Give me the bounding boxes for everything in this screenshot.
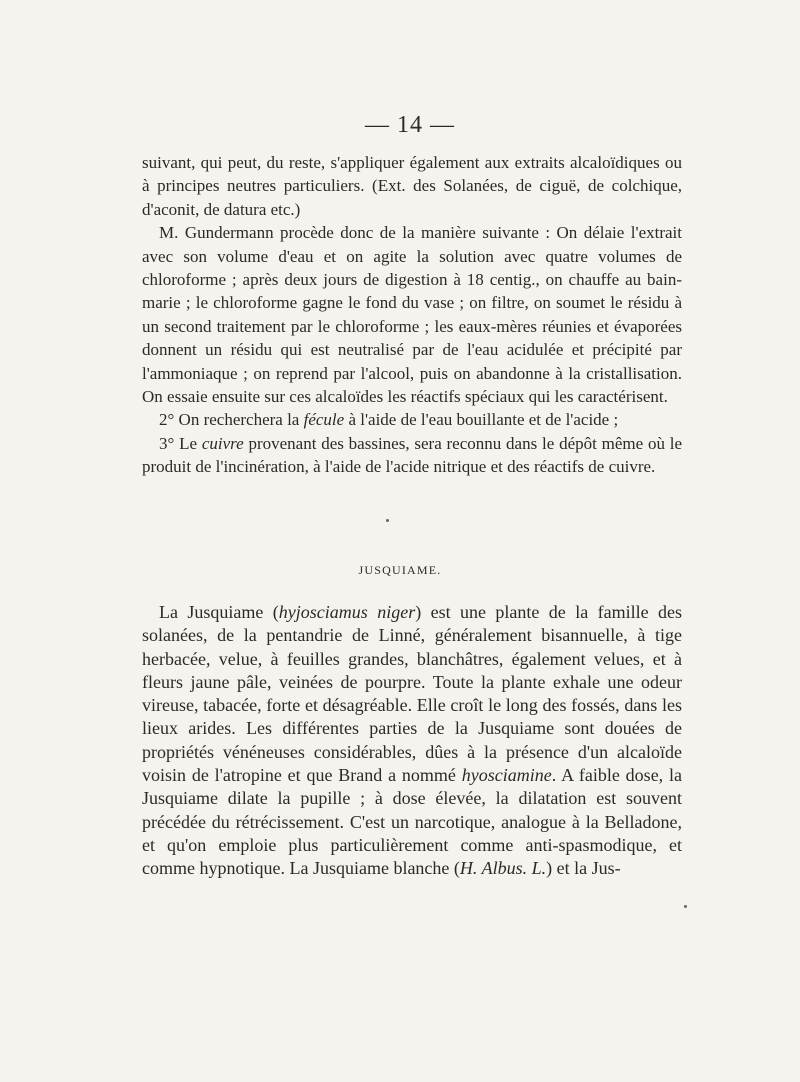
- jusquiame-text-1: La Jusquiame (: [159, 602, 279, 622]
- paper-speck: [684, 905, 687, 908]
- cuivre-prefix: 3° Le: [159, 433, 202, 453]
- paragraph-continuation: suivant, qui peut, du reste, s'appliquer également aux extraits alcaloïdiques ou à principes neutres particuliers. (Ext. des Solanées, de ciguë, de colchique, d'aconit, de datura etc.): [142, 153, 682, 219]
- chemical-analysis-section: [142, 151, 682, 479]
- cuivre-term: cuivre: [201, 433, 244, 453]
- fecule-suffix: à l'aide de l'eau bouillante et de l'acide ;: [344, 410, 619, 430]
- paragraph-cuivre-test: [142, 432, 682, 479]
- cuivre-suffix: provenant des bassines, sera reconnu dans le dépôt même où le produit de l'incinération, à l'aide de l'acide nitrique et des réactifs de cuivre.: [142, 433, 683, 477]
- white-henbane-name: H. Albus. L.: [459, 858, 547, 879]
- paragraph-fecule-test: [142, 408, 682, 431]
- section-heading: JUSQUIAME.: [358, 563, 442, 577]
- fecule-prefix: 2° On recherchera la: [159, 410, 304, 430]
- paragraph-jusquiame-description: [142, 601, 682, 881]
- fecule-term: fécule: [303, 410, 345, 430]
- jusquiame-text-3: . A faible dose, la Jusquiame dilate la pupille ; à dose élevée, la dilatation est souvent précédée du rétrécissement. C'est un narcotique, analogue à la Belladone, et qu'on emploie plus particulièrement comme anti-spasmodique, et comme hypnotique. La Jusquiame blanche (: [142, 765, 682, 879]
- jusquiame-text-2: ) est une plante de la famille des solanées, de la pentandrie de Linné, généralement bisannuelle, à tige herbacée, velue, à feuilles grandes, blanchâtres, également velues, et à fleurs jaune pâle, veinées de pourpre. Toute la plante exhale une odeur vireuse, tabacée, forte et désagréable. Elle croît le long des fossés, dans les lieux arides. Les différentes parties de la Jusquiame sont douées de propriétés vénéneuses considérables, dûes à la présence d'un alcaloïde voisin de l'atropine et que Brand a nommé: [142, 602, 682, 786]
- jusquiame-section: [142, 601, 682, 881]
- page-number: — 14 —: [365, 112, 455, 138]
- paper-speck: [386, 519, 389, 522]
- latin-name: hyjosciamus niger: [278, 602, 416, 622]
- alkaloid-name: hyosciamine: [461, 765, 552, 786]
- paragraph-gundermann-method: M. Gundermann procède donc de la manière suivante : On délaie l'extrait avec son volume d'eau et on agite la solution avec quatre volumes de chloroforme ; après deux jours de digestion à 18 centig., on chauffe au bain-marie ; le chloroforme gagne le fond du vase ; on filtre, on soumet le résidu à un second traitement par le chloroforme ; les eaux-mères réunies et évaporées donnent un résidu qui est neutralisé par de l'eau acidulée et précipité par l'ammoniaque ; on reprend par l'alcool, puis on abandonne à la cristallisation. On essaie ensuite sur ces alcaloïdes les réactifs spéciaux qui les caractérisent.: [142, 223, 682, 407]
- jusquiame-text-4: ) et la Jus-: [546, 858, 621, 879]
